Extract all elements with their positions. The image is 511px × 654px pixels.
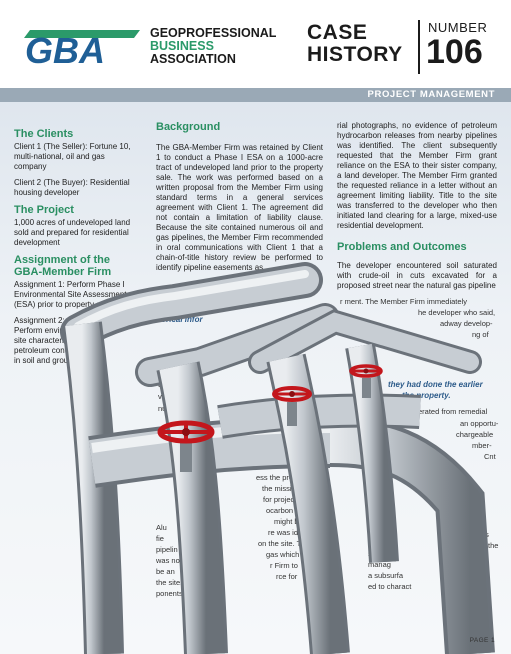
text-fragment: nut, the cli xyxy=(158,404,193,413)
text-fragment: otal cond xyxy=(262,451,293,460)
pull-quote-fragment: the pro xyxy=(147,291,175,300)
text-fragment: vide th xyxy=(158,392,181,401)
pipeline-illustration xyxy=(0,262,511,654)
assignment-heading: Assignment of the GBA-Member Firm xyxy=(14,254,112,278)
text-fragment: the missing i xyxy=(262,484,304,493)
background-column xyxy=(156,121,323,273)
text-fragment: the xyxy=(488,541,499,550)
text-fragment: was no xyxy=(156,556,180,565)
number-value: 106 xyxy=(426,33,483,71)
text-fragment: manag xyxy=(368,560,391,569)
pull-quote-fragment: they had done the earlier xyxy=(388,380,483,389)
text-fragment: ng of xyxy=(472,330,489,339)
text-fragment: to xyxy=(158,368,165,377)
text-fragment: ess the proje xyxy=(256,473,299,482)
category-bar xyxy=(0,88,511,102)
problems-heading: Problems and Outcomes xyxy=(337,241,467,253)
category-label: PROJECT MANAGEMENT xyxy=(367,89,495,100)
text-fragment: er Firm. xyxy=(248,462,274,471)
text-fragment: an opportu- xyxy=(460,419,499,428)
text-fragment: ed to charact xyxy=(368,582,412,591)
assignment-2-frag: Perform environm xyxy=(14,326,78,335)
pull-quote-fragment: the property. xyxy=(402,391,451,400)
project-text: 1,000 acres of undeveloped land sold and prepared for residential development xyxy=(14,218,131,247)
text-fragment: rce for xyxy=(276,572,298,581)
text-fragment: re was identi- xyxy=(268,528,313,537)
gba-logo xyxy=(22,22,144,66)
text-fragment: mpli xyxy=(250,440,264,449)
org-name: GEOPROFESSIONAL BUSINESS ASSOCIATION xyxy=(150,26,277,66)
pull-quote-fragment: historical infor xyxy=(147,315,203,324)
background-text: The GBA-Member Firm was retained by Client 1 to conduct a Phase I ESA on a 1000-acre tract of undeveloped land prior to the property sale. The work was performed based on a written proposal from the Member Firm using standard terms in a general services agreement with Client 1. The agreement did not contain a limitation of liability clause. Because the site contained numerous oil and gas pipelines, the Member Firm recommended in oral communications with Client 1 that a chain-of-title history review be performed to identify pipeline easements as xyxy=(156,143,323,272)
header xyxy=(0,0,511,86)
background-heading: Background xyxy=(156,121,221,133)
text-fragment: for projects xyxy=(263,495,301,504)
text-fragment: adway develop- xyxy=(440,319,493,328)
text-fragment: might be missed. xyxy=(274,517,331,526)
right-text: rial photographs, no evidence of petroleum hydrocarbon releases from nearby pipelines was identified. The client subsequently requested that the Member Firm grant reliance on the ESA to their sister company, a land developer. The Member Firm granted the requested reliance in a letter without an agreement limiting liability. Title to the site was transferred to the developer who then initiated land clearing for a large, mixed-use residential development. xyxy=(337,121,497,230)
text-fragment: be an xyxy=(156,567,175,576)
text-fragment: addres xyxy=(466,530,489,539)
text-fragment: soils. xyxy=(368,549,386,558)
project-heading: The Project xyxy=(14,204,74,216)
clients-heading: The Clients xyxy=(14,128,74,140)
case-history-title: CASE HISTORY xyxy=(307,21,403,66)
text-fragment: the xyxy=(158,380,169,389)
assignment-2-frag: site characterizati xyxy=(14,336,77,345)
client-1: Client 1 (The Seller): Fortune 10, multi-national, oil and gas company xyxy=(14,142,131,171)
text-fragment: chargeable xyxy=(456,430,494,439)
client-2: Client 2 (The Buyer): Residential housing developer xyxy=(14,178,130,197)
page-number: PAGE 1 xyxy=(469,637,495,644)
pull-quote-fragment: that would have xyxy=(147,303,208,312)
text-fragment: ponents of the xyxy=(156,589,204,598)
assignment-2-frag: in soil and ground w xyxy=(14,356,86,365)
text-fragment: Alu xyxy=(156,523,167,532)
logo-text: GBA xyxy=(25,30,105,66)
text-fragment: the site. B xyxy=(156,578,190,587)
assignment-2-frag: petroleum contam xyxy=(14,346,79,355)
text-fragment: ocarbon rele xyxy=(266,506,308,515)
number-label: NUMBER xyxy=(428,20,488,35)
text-fragment: r Firm to xyxy=(270,561,298,570)
problems-text: The developer encountered soil saturated with crude-oil in cuts excavated for a proposed street near the natural gas pipeline xyxy=(337,261,497,290)
text-fragment: r ment. The Member Firm immediately xyxy=(340,297,467,306)
text-fragment: be xyxy=(158,356,167,365)
text-fragment: a subsurfa xyxy=(368,571,404,580)
assignment-2-head: Assignment 2: xyxy=(14,316,65,325)
text-fragment: pipelin xyxy=(156,545,178,554)
text-fragment: mber- xyxy=(472,441,492,450)
text-fragment: fie xyxy=(156,534,164,543)
header-divider xyxy=(418,20,420,74)
text-fragment: Cnt xyxy=(484,452,496,461)
text-fragment: gas which xyxy=(266,550,300,559)
assignment-1: Assignment 1: Perform Phase I Environmental Site Assessment (ESA) prior to property sale xyxy=(14,280,127,309)
text-fragment: erated from remedial xyxy=(418,407,488,416)
text-fragment: he developer who said, xyxy=(418,308,496,317)
text-fragment: on the site. The xyxy=(258,539,310,548)
